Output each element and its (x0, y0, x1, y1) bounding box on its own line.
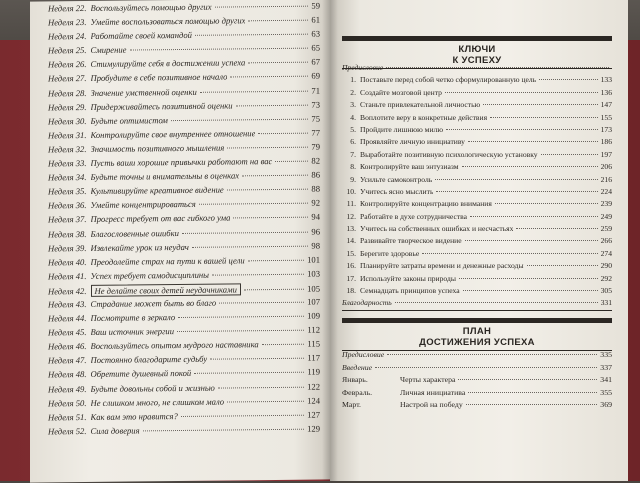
dot-leader (212, 273, 304, 275)
section-divider (342, 310, 612, 311)
toc-page-number: 133 (600, 75, 612, 85)
dot-leader (199, 203, 309, 205)
toc-entry-title: Значимость позитивного мышления (90, 142, 225, 154)
dot-leader (386, 67, 609, 68)
toc-page-number: 112 (307, 324, 320, 335)
toc-entry-title: Пробудите в себе позитивное начало (90, 71, 228, 84)
book-gutter-shadow (322, 0, 338, 481)
plan-heading (342, 318, 612, 351)
toc-entry-title: Придерживайтесь позитивной оценки (90, 100, 233, 112)
dot-leader (178, 316, 304, 318)
toc-week-label: Неделя 29. (48, 101, 87, 113)
dot-leader (192, 245, 309, 247)
dot-leader (468, 141, 598, 142)
toc-entry-title: Усильте самоконтроль (360, 174, 433, 184)
plan-table-of-contents (342, 350, 612, 413)
dot-leader (248, 20, 308, 22)
toc-week-label: Неделя 31. (48, 129, 87, 141)
toc-entry-title: Используйте законы природы (360, 273, 456, 283)
toc-page-number: 71 (311, 85, 320, 96)
toc-page-number: 127 (307, 409, 320, 420)
toc-entry-title: Берегите здоровье (360, 248, 420, 258)
toc-entry (342, 249, 612, 261)
plan-entry-title: Настрой на победу (400, 400, 463, 410)
toc-week-label: Неделя 33. (48, 158, 87, 169)
toc-entry-title: Посмотрите в зеркало (90, 312, 176, 323)
toc-page-number: 105 (307, 283, 320, 294)
toc-page-number: 155 (600, 112, 612, 122)
toc-entry-number: 15. (346, 248, 356, 258)
toc-page-number: 136 (600, 87, 612, 97)
toc-entry-title: Постоянно благодарите судьбу (90, 354, 208, 366)
toc-entry-number: 16. (346, 261, 356, 271)
toc-page-number: 239 (600, 199, 612, 209)
left-page (30, 0, 330, 483)
toc-page-number: 122 (307, 381, 320, 392)
toc-entry-title: Воспользуйтесь помощью других (90, 1, 212, 13)
toc-week-label: Неделя 47. (48, 355, 87, 366)
left-table-of-contents (48, 1, 320, 441)
dot-leader (516, 228, 597, 229)
toc-week-label: Неделя 45. (48, 327, 87, 338)
dot-leader (233, 217, 308, 219)
dot-leader (171, 118, 308, 120)
toc-entry-title: Успех требует самодисциплины (90, 269, 209, 281)
toc-page-number: 206 (600, 162, 612, 172)
dot-leader (227, 189, 309, 191)
toc-entry-number: 9. (350, 174, 356, 184)
dot-leader (227, 147, 308, 149)
toc-entry (342, 212, 612, 224)
toc-entry (342, 125, 612, 137)
toc-page-number: 124 (307, 395, 320, 406)
dot-leader (242, 175, 308, 177)
dot-leader (527, 265, 598, 266)
plan-heading-line1: ПЛАН (462, 326, 492, 337)
toc-entry-title: Развивайте творческое видение (360, 236, 462, 246)
plan-page-number: 341 (600, 375, 612, 385)
toc-entry (342, 187, 612, 199)
plan-month: Февраль. (342, 387, 373, 397)
dot-leader (466, 404, 598, 405)
plan-month: Март. (342, 400, 361, 410)
dot-leader (195, 34, 308, 36)
toc-page-number: 216 (600, 174, 612, 184)
dot-leader (539, 79, 597, 80)
dot-leader (210, 358, 304, 360)
toc-entry-title: Воспользуйтесь опытом мудрого наставника (90, 339, 259, 352)
plan-entry-title: Введение (342, 362, 373, 372)
toc-week-label: Неделя 39. (48, 242, 87, 253)
toc-entry (342, 274, 612, 286)
dot-leader (244, 289, 304, 291)
toc-entry-title: Страдание может быть во благо (90, 297, 217, 309)
toc-page-number: 249 (600, 211, 612, 221)
dot-leader (218, 386, 304, 388)
toc-entry (342, 100, 612, 112)
toc-entry-title: Не делайте своих детей неудачниками (91, 283, 241, 297)
toc-week-label: Неделя 25. (48, 45, 87, 56)
dot-leader (200, 90, 309, 92)
toc-page-number: 129 (307, 423, 320, 434)
toc-page-number: 92 (311, 197, 320, 208)
toc-entry-number: 10. (346, 186, 356, 196)
toc-entry-title: Учитесь ясно мыслить (360, 186, 434, 196)
plan-month: Январь. (342, 375, 368, 385)
toc-page-number: 98 (311, 240, 320, 251)
dot-leader (435, 179, 597, 180)
toc-entry-title: Благословенные ошибки (90, 227, 179, 239)
toc-entry-number: 2. (350, 87, 356, 97)
toc-entry-title: Значение умственной оценки (90, 86, 197, 98)
toc-entry-title: Сила доверия (90, 425, 140, 436)
toc-entry-title: Будьте оптимистом (90, 114, 168, 126)
toc-entry-title: Работайте в духе сотрудничества (360, 211, 468, 221)
toc-entry-title: Контролируйте концентрацию внимания (360, 199, 492, 209)
plan-page-number: 337 (600, 362, 612, 372)
toc-entry-title: Планируйте затраты времени и денежные расходы (360, 261, 524, 271)
toc-page-number: 147 (600, 100, 612, 110)
toc-entry (342, 162, 612, 174)
toc-entry-title: Благодарность (342, 298, 392, 308)
dot-leader (459, 278, 598, 279)
toc-week-label: Неделя 22. (48, 2, 87, 14)
toc-entry (342, 175, 612, 187)
toc-week-label: Неделя 50. (48, 397, 87, 409)
dot-leader (462, 166, 598, 167)
dot-leader (275, 161, 308, 162)
toc-entry (342, 224, 612, 236)
toc-page-number: 197 (600, 149, 612, 159)
toc-page-number: 75 (311, 113, 320, 124)
plan-entry (342, 400, 612, 413)
toc-entry-number: 14. (346, 236, 356, 246)
plan-page-number: 369 (600, 400, 612, 410)
toc-entry-title: Семнадцать принципов успеха (360, 286, 460, 296)
dot-leader (465, 240, 598, 241)
toc-entry-number: 6. (350, 137, 356, 147)
toc-entry-number: 1. (350, 75, 356, 85)
dot-leader (182, 231, 309, 233)
plan-entry (342, 363, 612, 376)
toc-week-label: Неделя 32. (48, 143, 87, 155)
toc-entry-title: Умейте концентрироваться (90, 199, 196, 211)
toc-entry (342, 113, 612, 125)
toc-page-number: 109 (307, 310, 320, 321)
dot-leader (236, 104, 309, 106)
dot-leader (130, 48, 309, 51)
toc-entry-title: Учитесь на собственных ошибках и несчастьях (360, 224, 514, 234)
toc-entry-title: Контролируйте свое внутреннее отношение (90, 128, 256, 140)
plan-entry-title: Черты характера (400, 375, 456, 385)
toc-entry (342, 236, 612, 248)
toc-week-label: Неделя 48. (48, 369, 87, 380)
plan-entry (342, 388, 612, 401)
keys-table-of-contents (342, 63, 612, 311)
toc-entry (342, 88, 612, 100)
toc-entry-title: Проявляйте личную инициативу (360, 137, 465, 147)
plan-entry-title: Предисловие (342, 350, 385, 359)
toc-entry-number: 13. (346, 224, 356, 234)
toc-entry-title: Воплотите веру в конкретные действия (360, 112, 488, 122)
toc-week-label: Неделя 35. (48, 186, 87, 197)
heading-bar (342, 36, 612, 41)
dot-leader (181, 414, 304, 416)
dot-leader (446, 129, 598, 130)
toc-entry-title: Выработайте позитивную психологическую установку (360, 149, 538, 159)
toc-entry-number: 18. (346, 286, 356, 296)
toc-entry-number: 3. (350, 100, 356, 110)
toc-week-label: Неделя 38. (48, 228, 87, 239)
toc-page-number: 103 (307, 268, 320, 279)
dot-leader (248, 259, 304, 261)
toc-page-number: 119 (307, 366, 320, 378)
toc-thanks-entry (342, 298, 612, 310)
toc-page-number: 117 (307, 352, 320, 364)
dot-leader (375, 367, 597, 368)
dot-leader (215, 6, 309, 8)
toc-page-number: 63 (311, 28, 320, 39)
dot-leader (230, 76, 308, 78)
toc-entry-title: Стимулируйте себя в достижении успеха (90, 57, 246, 70)
toc-page-number: 331 (600, 298, 612, 308)
toc-page-number: 115 (307, 338, 320, 349)
dot-leader (422, 253, 597, 254)
plan-entry-title: Личная инициатива (400, 387, 466, 397)
toc-entry (342, 75, 612, 87)
toc-week-label: Неделя 44. (48, 313, 87, 324)
toc-page-number: 73 (311, 99, 320, 110)
toc-entry-title: Станьте привлекательной личностью (360, 100, 481, 110)
toc-week-label: Неделя 52. (48, 425, 87, 437)
toc-page-number: 88 (311, 183, 320, 194)
dot-leader (194, 372, 304, 374)
plan-page-number: 335 (600, 350, 612, 359)
dot-leader (227, 400, 304, 402)
toc-page-number: 224 (600, 186, 612, 196)
toc-entry-title: Создайте мозговой центр (360, 87, 442, 97)
dot-leader (468, 392, 597, 393)
toc-entry-title: Пусть ваши хорошие привычки работают на вас (90, 156, 273, 168)
toc-page-number: 107 (307, 296, 320, 307)
plan-entry (342, 350, 612, 363)
toc-week-label: Неделя 30. (48, 115, 87, 127)
toc-week-label: Неделя 41. (48, 270, 87, 282)
toc-page-number: 79 (311, 141, 320, 152)
toc-page-number: 86 (311, 169, 320, 180)
toc-week-label: Неделя 27. (48, 73, 87, 84)
toc-entry-title: Будьте довольны собой и жизнью (90, 382, 215, 394)
dot-leader (490, 117, 598, 118)
toc-page-number: 292 (600, 273, 612, 283)
toc-entry-number: 5. (350, 124, 356, 134)
heading-bar (342, 318, 612, 323)
toc-page-number: 94 (311, 211, 320, 223)
toc-entry-title: Извлекайте урок из неудач (90, 241, 189, 253)
toc-entry-number: 12. (346, 211, 356, 221)
dot-leader (470, 216, 598, 217)
toc-entry-title: Пройдите лишнюю милю (360, 124, 443, 134)
toc-entry (342, 199, 612, 211)
toc-entry-number: 17. (346, 273, 356, 283)
toc-entry (342, 150, 612, 162)
dot-leader (143, 429, 305, 432)
toc-entry (342, 286, 612, 298)
dot-leader (463, 290, 598, 291)
toc-entry-title: Умейте воспользоваться помощью других (90, 15, 246, 28)
dot-leader (495, 203, 598, 204)
dot-leader (219, 302, 304, 304)
toc-preface-entry (342, 63, 612, 75)
toc-entry-title: Прогресс требует от вас гибкого ума (90, 212, 231, 225)
dot-leader (458, 379, 597, 380)
dot-leader (262, 344, 305, 345)
toc-entry-title: Смирение (90, 44, 127, 56)
toc-entry (342, 137, 612, 149)
toc-page-number: 96 (311, 226, 320, 237)
toc-entry-title: Поставьте перед собой четко сформулированную цель (360, 75, 537, 85)
toc-entry-title: Работайте своей командой (90, 30, 192, 42)
right-page (330, 0, 628, 481)
toc-page-number: 61 (311, 14, 320, 25)
toc-page-number: 65 (311, 42, 320, 53)
dot-leader (436, 191, 597, 192)
dot-leader (395, 302, 598, 303)
toc-page-number: 186 (600, 137, 612, 147)
toc-entry-title: Как вам это нравится? (90, 410, 178, 422)
dot-leader (541, 154, 598, 155)
toc-page-number: 69 (311, 71, 320, 82)
toc-week-label: Неделя 34. (48, 172, 87, 183)
toc-week-label: Неделя 42. (48, 285, 87, 297)
toc-entry-title: Культивируйте креативное видение (90, 184, 224, 197)
toc-page-number: 101 (307, 254, 320, 265)
toc-week-label: Неделя 28. (48, 87, 87, 98)
toc-entry-title: Обретите душевный покой (90, 368, 192, 380)
toc-page-number: 305 (600, 286, 612, 296)
toc-page-number: 266 (600, 236, 612, 246)
toc-page-number: 290 (600, 261, 612, 271)
toc-entry-number: 4. (350, 112, 356, 122)
plan-page-number: 355 (600, 387, 612, 397)
toc-week-label: Неделя 46. (48, 341, 87, 352)
toc-page-number: 59 (311, 0, 320, 11)
toc-entry (342, 261, 612, 273)
dot-leader (248, 62, 308, 64)
toc-entry-number: 7. (350, 149, 356, 159)
toc-week-label: Неделя 51. (48, 411, 87, 423)
dot-leader (483, 104, 597, 105)
dot-leader (387, 354, 597, 355)
toc-week-label: Неделя 26. (48, 59, 87, 70)
toc-week-label: Неделя 37. (48, 214, 87, 225)
toc-week-label: Неделя 49. (48, 383, 87, 394)
toc-page-number: 173 (600, 124, 612, 134)
toc-page-number: 82 (311, 155, 320, 166)
dot-leader (258, 132, 308, 134)
plan-entry (342, 375, 612, 388)
toc-entry-title: Преодолейте страх на пути к вашей цели (90, 255, 245, 267)
toc-entry-number: 11. (346, 199, 356, 209)
toc-page-number: 77 (311, 127, 320, 138)
toc-entry-number: 8. (350, 162, 356, 172)
toc-week-label: Неделя 36. (48, 200, 87, 211)
toc-page-number: 259 (600, 224, 612, 234)
toc-entry-title: Ваш источник энергии (90, 326, 175, 338)
toc-entry-title: Будьте точны и внимательны в оценках (90, 170, 240, 183)
dot-leader (445, 92, 598, 93)
keys-heading-line1: КЛЮЧИ (458, 44, 496, 55)
plan-heading-line2: ДОСТИЖЕНИЯ УСПЕХА (419, 337, 535, 348)
toc-week-label: Неделя 24. (48, 31, 87, 42)
toc-week-label: Неделя 43. (48, 298, 87, 310)
toc-page-number: 274 (600, 248, 612, 258)
keys-heading-line2: К УСПЕХУ (452, 55, 502, 66)
toc-entry-title: Не слишком много, не слишком мало (90, 396, 225, 408)
toc-week-label: Неделя 23. (48, 17, 87, 28)
dot-leader (177, 330, 304, 332)
toc-week-label: Неделя 40. (48, 256, 87, 268)
toc-page-number: 67 (311, 56, 320, 67)
toc-entry-title: Предисловие (342, 63, 384, 72)
toc-entry-title: Контролируйте ваш энтузиазм (360, 162, 459, 172)
toc-entry (48, 423, 320, 440)
